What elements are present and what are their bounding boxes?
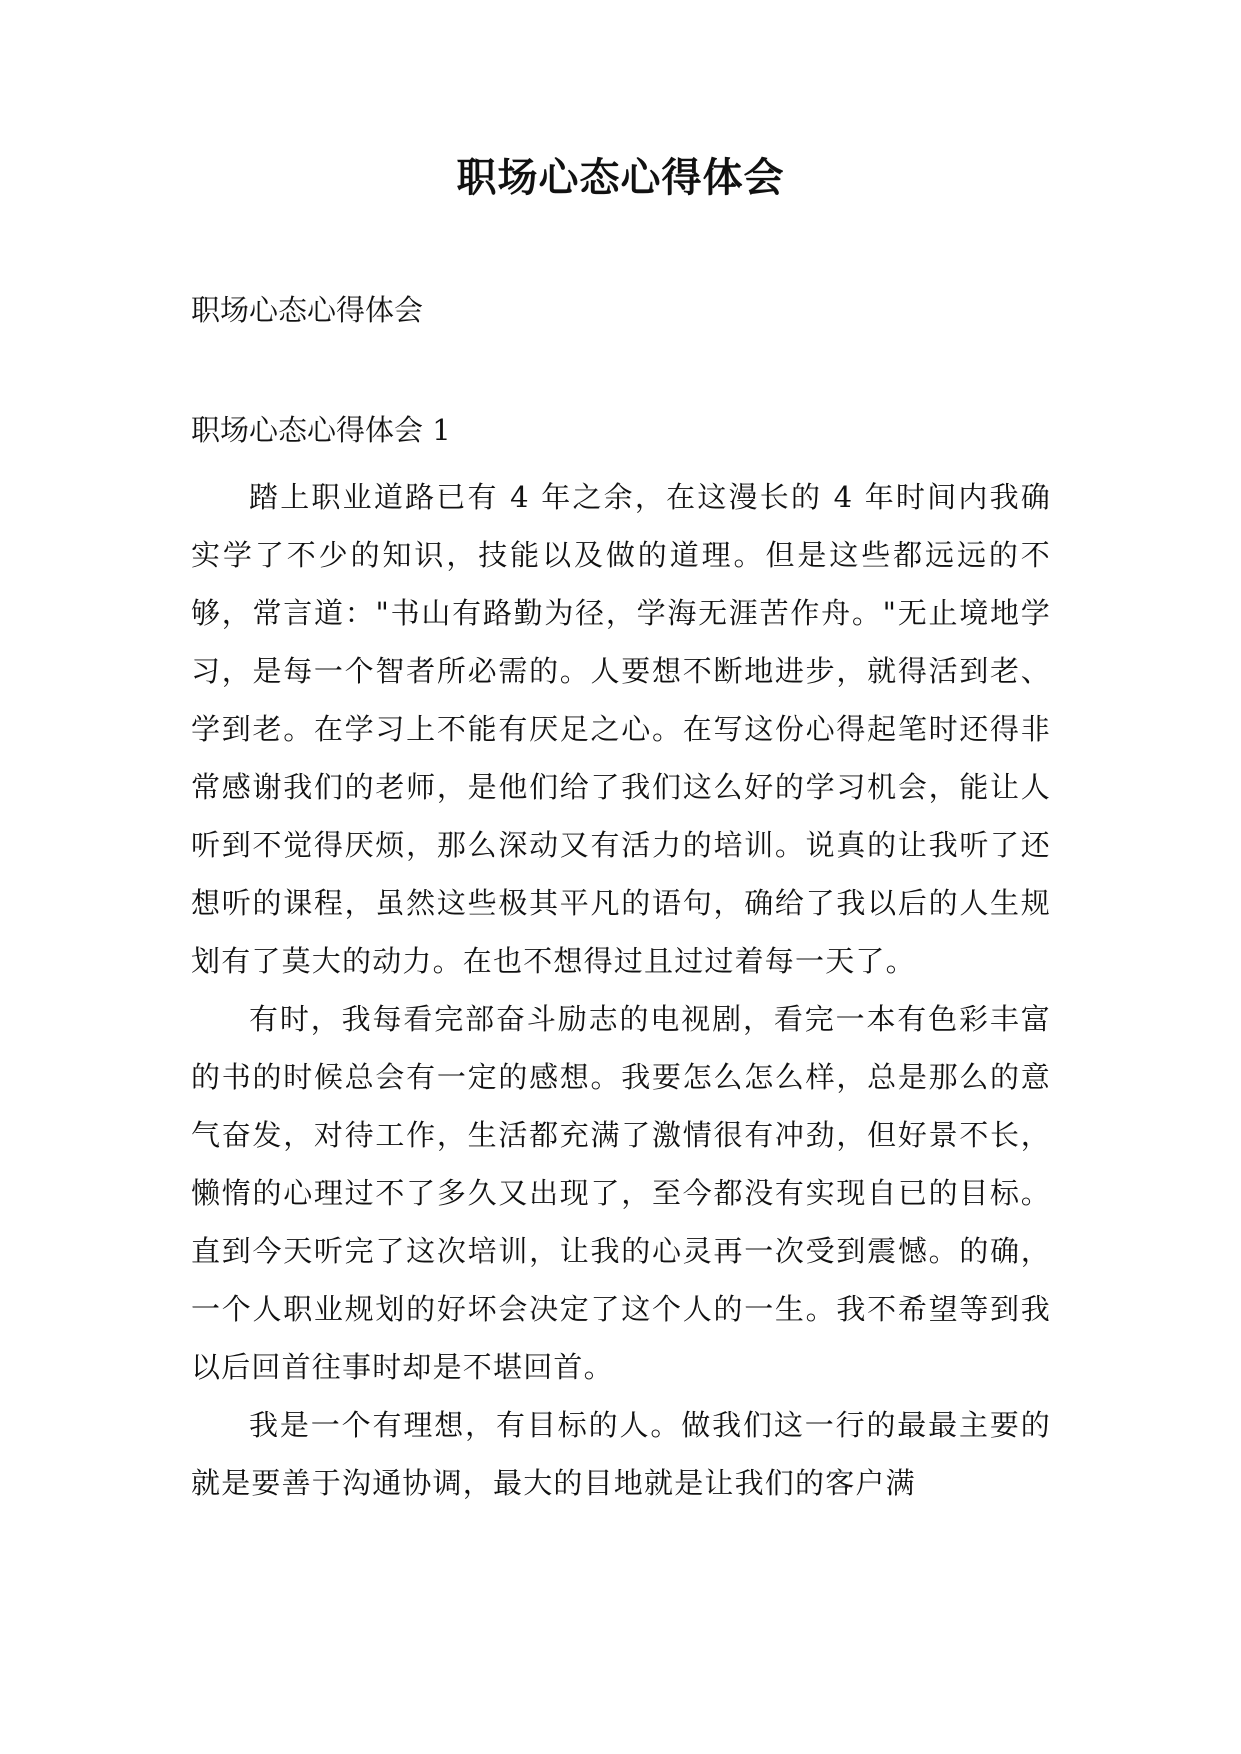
paragraph: 我是一个有理想，有目标的人。做我们这一行的最最主要的就是要善于沟通协调，最大的目地就是让我们的客户满 (191, 1408, 1051, 1500)
paragraph: 有时，我每看完部奋斗励志的电视剧，看完一本有色彩丰富的书的时候总会有一定的感想。我要怎么怎么样，总是那么的意气奋发，对待工作，生活都充满了激情很有冲劲，但好景不长，懒惰的心理过不了多久又出现了，至今都没有实现自已的目标。直到今天听完了这次培训，让我的心灵再一次受到震憾。的确，一个人职业规划的好坏会决定了这个人的一生。我不希望等到我以后回首往事时却是不堪回首。 (191, 1002, 1051, 1384)
paragraph: 踏上职业道路已有 4 年之余，在这漫长的 4 年时间内我确实学了不少的知识，技能以及做的道理。但是这些都远远的不够，常言道："书山有路勤为径，学海无涯苦作舟。"无止境地学习，是每一个智者所必需的。人要想不断地进步，就得活到老、学到老。在学习上不能有厌足之心。在写这份心得起笔时还得非常感谢我们的老师，是他们给了我们这么好的学习机会，能让人听到不觉得厌烦，那么深动又有活力的培训。说真的让我听了还想听的课程，虽然这些极其平凡的语句，确给了我以后的人生规划有了莫大的动力。在也不想得过且过过着每一天了。 (191, 480, 1051, 978)
document-subtitle: 职场心态心得体会 (191, 293, 424, 327)
body-text (191, 468, 1051, 1512)
section-heading: 职场心态心得体会 1 (191, 413, 451, 447)
document-title: 职场心态心得体会 (456, 154, 785, 201)
